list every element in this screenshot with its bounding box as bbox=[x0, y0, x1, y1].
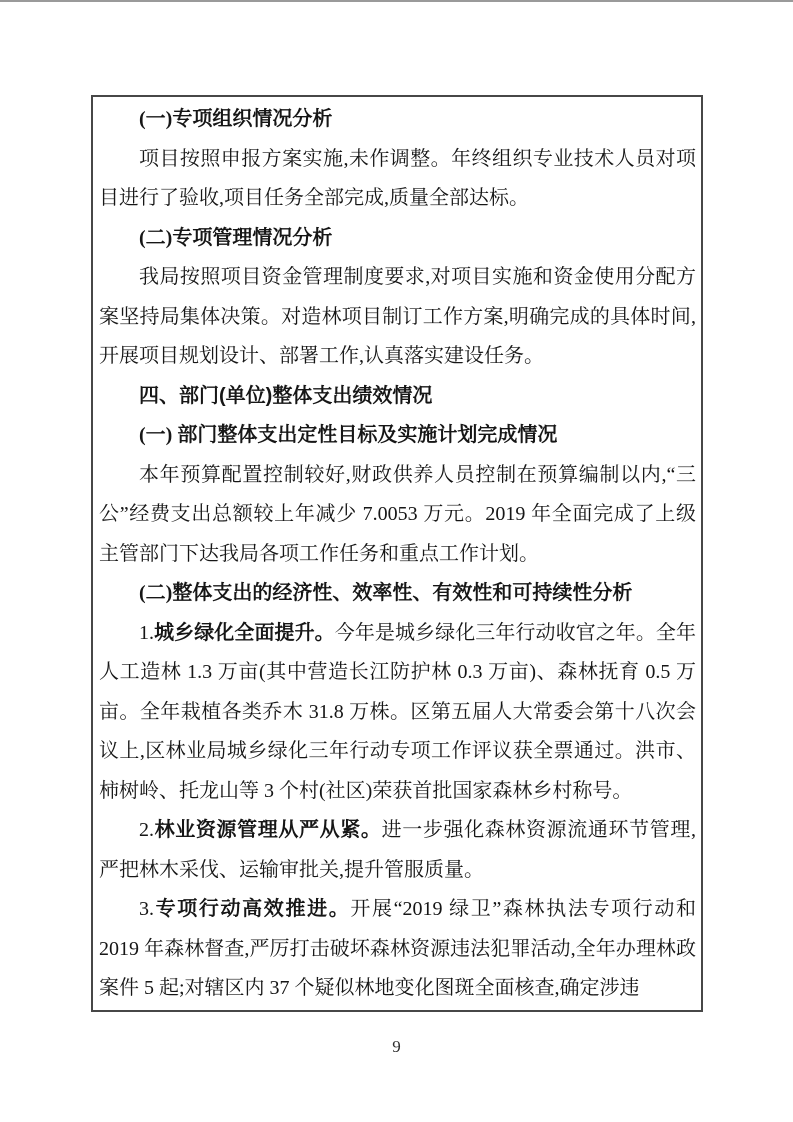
para-special-mgmt-analysis: 我局按照项目资金管理制度要求,对项目实施和资金使用分配方案坚持局集体决策。对造林项目制订工作方案,明确完成的具体时间,开展项目规划设计、部署工作,认真落实建设任务。 bbox=[99, 266, 696, 367]
item-3-text: 开展“2019 绿卫”森林执法专项行动和 2019 年森林督查,严厉打击破坏森林资源违法犯罪活动,全年办理林政案件 5 起;对辖区内 37 个疑似林地变化图斑全面核查,确定涉违 bbox=[99, 898, 696, 999]
item-3-number: 3. bbox=[139, 898, 154, 920]
page-number: 9 bbox=[392, 1037, 401, 1056]
para-item-3 bbox=[99, 890, 696, 1009]
heading-special-org-analysis: (一)专项组织情况分析 bbox=[139, 108, 333, 130]
para-item-2 bbox=[99, 811, 696, 890]
para-special-org-analysis: 项目按照申报方案实施,未作调整。年终组织专业技术人员对项目进行了验收,项目任务全部完成,质量全部达标。 bbox=[99, 147, 696, 209]
heading-section-4-sub-2: (二)整体支出的经济性、效率性、有效性和可持续性分析 bbox=[139, 582, 633, 604]
item-2-number: 2. bbox=[139, 819, 154, 841]
para-item-1 bbox=[99, 614, 696, 812]
item-2-lead: 林业资源管理从严从紧。 bbox=[154, 819, 382, 841]
para-section-4-sub-1: 本年预算配置控制较好,财政供养人员控制在预算编制以内,“三公”经费支出总额较上年减少 7.0053 万元。2019 年全面完成了上级主管部门下达我局各项工作任务和重点工作计划。 bbox=[99, 463, 696, 565]
item-3-lead: 专项行动高效推进。 bbox=[154, 898, 351, 920]
heading-section-4: 四、部门(单位)整体支出绩效情况 bbox=[139, 384, 433, 407]
scan-edge-artifact bbox=[0, 0, 793, 2]
item-2-text: 进一步强化森林资源流通环节管理,严把林木采伐、运输审批关,提升管服质量。 bbox=[99, 819, 697, 881]
heading-section-4-sub-1: (一) 部门整体支出定性目标及实施计划完成情况 bbox=[139, 424, 558, 446]
item-1-number: 1. bbox=[139, 621, 154, 644]
item-1-text: 今年是城乡绿化三年行动收官之年。全年人工造林 1.3 万亩(其中营造长江防护林 0.3 万亩)、森林抚育 0.5 万亩。全年栽植各类乔木 31.8 万株。区第五届人大常委会第十八次会议上,区林业局城乡绿化三年行动专项工作评议获全票通过。洪市、柿树岭、托龙山等 3 个村(社区)荣获首批国家森林乡村称号。 bbox=[99, 621, 697, 802]
text-border-frame bbox=[91, 95, 703, 1012]
heading-special-mgmt-analysis: (二)专项管理情况分析 bbox=[139, 226, 333, 249]
item-1-lead: 城乡绿化全面提升。 bbox=[154, 621, 335, 644]
